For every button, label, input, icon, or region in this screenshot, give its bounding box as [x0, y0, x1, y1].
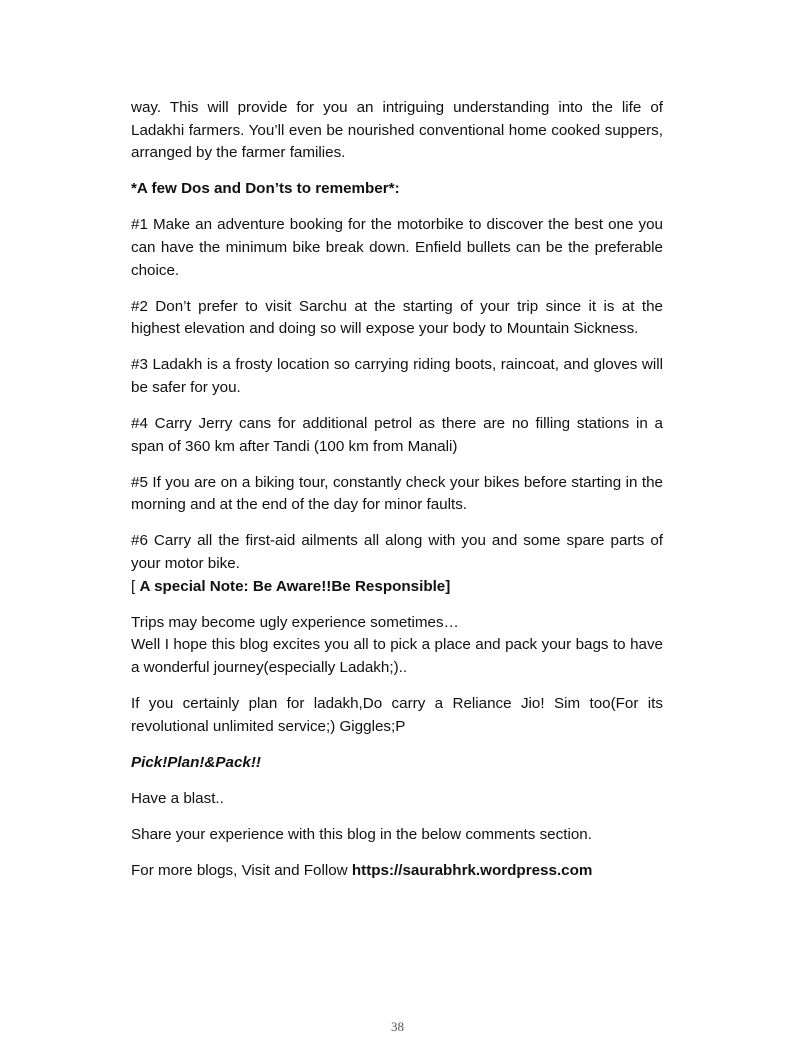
- document-body: [131, 97, 663, 896]
- tip-4-paragraph: #4 Carry Jerry cans for additional petrol as there are no filling stations in a span of 360 km after Tandi (100 km from Manali): [131, 415, 663, 455]
- tip-2-paragraph: #2 Don’t prefer to visit Sarchu at the starting of your trip since it is at the highest elevation and doing so will expose your body to Mountain Sickness.: [131, 297, 663, 338]
- share-paragraph: Share your experience with this blog in the below comments section.: [131, 825, 592, 843]
- follow-prefix: For more blogs, Visit and Follow: [131, 861, 352, 879]
- dos-donts-heading: *A few Dos and Don’ts to remember*:: [131, 180, 400, 198]
- intro-paragraph: way. This will provide for you an intriguing understanding into the life of Ladakhi farmers. You’ll even be nourished conventional home cooked suppers, arranged by the farmer families.: [131, 99, 663, 162]
- trips-line: Trips may become ugly experience sometimes…: [131, 613, 459, 631]
- follow-paragraph: [131, 860, 663, 883]
- note-open-bracket: [: [131, 577, 140, 595]
- have-a-blast: Have a blast..: [131, 789, 224, 807]
- tip-3-paragraph: #3 Ladakh is a frosty location so carrying riding boots, raincoat, and gloves will be safer for you.: [131, 356, 663, 396]
- jio-paragraph: If you certainly plan for ladakh,Do carry a Reliance Jio! Sim too(For its revolutional unlimited service;) Giggles;P: [131, 694, 663, 735]
- tip-6-paragraph: #6 Carry all the first-aid ailments all along with you and some spare parts of your motor bike.: [131, 532, 663, 572]
- hope-text: Well I hope this blog excites you all to pick a place and pack your bags to have a wonderful journey(especially Ladakh;)..: [131, 636, 663, 676]
- tip-5-paragraph: #5 If you are on a biking tour, constantly check your bikes before starting in the morning and at the end of the day for minor faults.: [131, 473, 663, 514]
- page-number: 38: [391, 1019, 404, 1034]
- note-text: A special Note: Be Aware!!Be Responsible]: [139, 577, 451, 595]
- tip-1-paragraph: #1 Make an adventure booking for the motorbike to discover the best one you can have the minimum bike break down. Enfield bullets can be the preferable choice.: [131, 216, 663, 279]
- trips-paragraph: [131, 612, 663, 680]
- slogan: Pick!Plan!&Pack!!: [131, 753, 261, 771]
- special-note: [131, 576, 663, 599]
- blog-url-link[interactable]: https://saurabhrk.wordpress.com: [351, 861, 593, 879]
